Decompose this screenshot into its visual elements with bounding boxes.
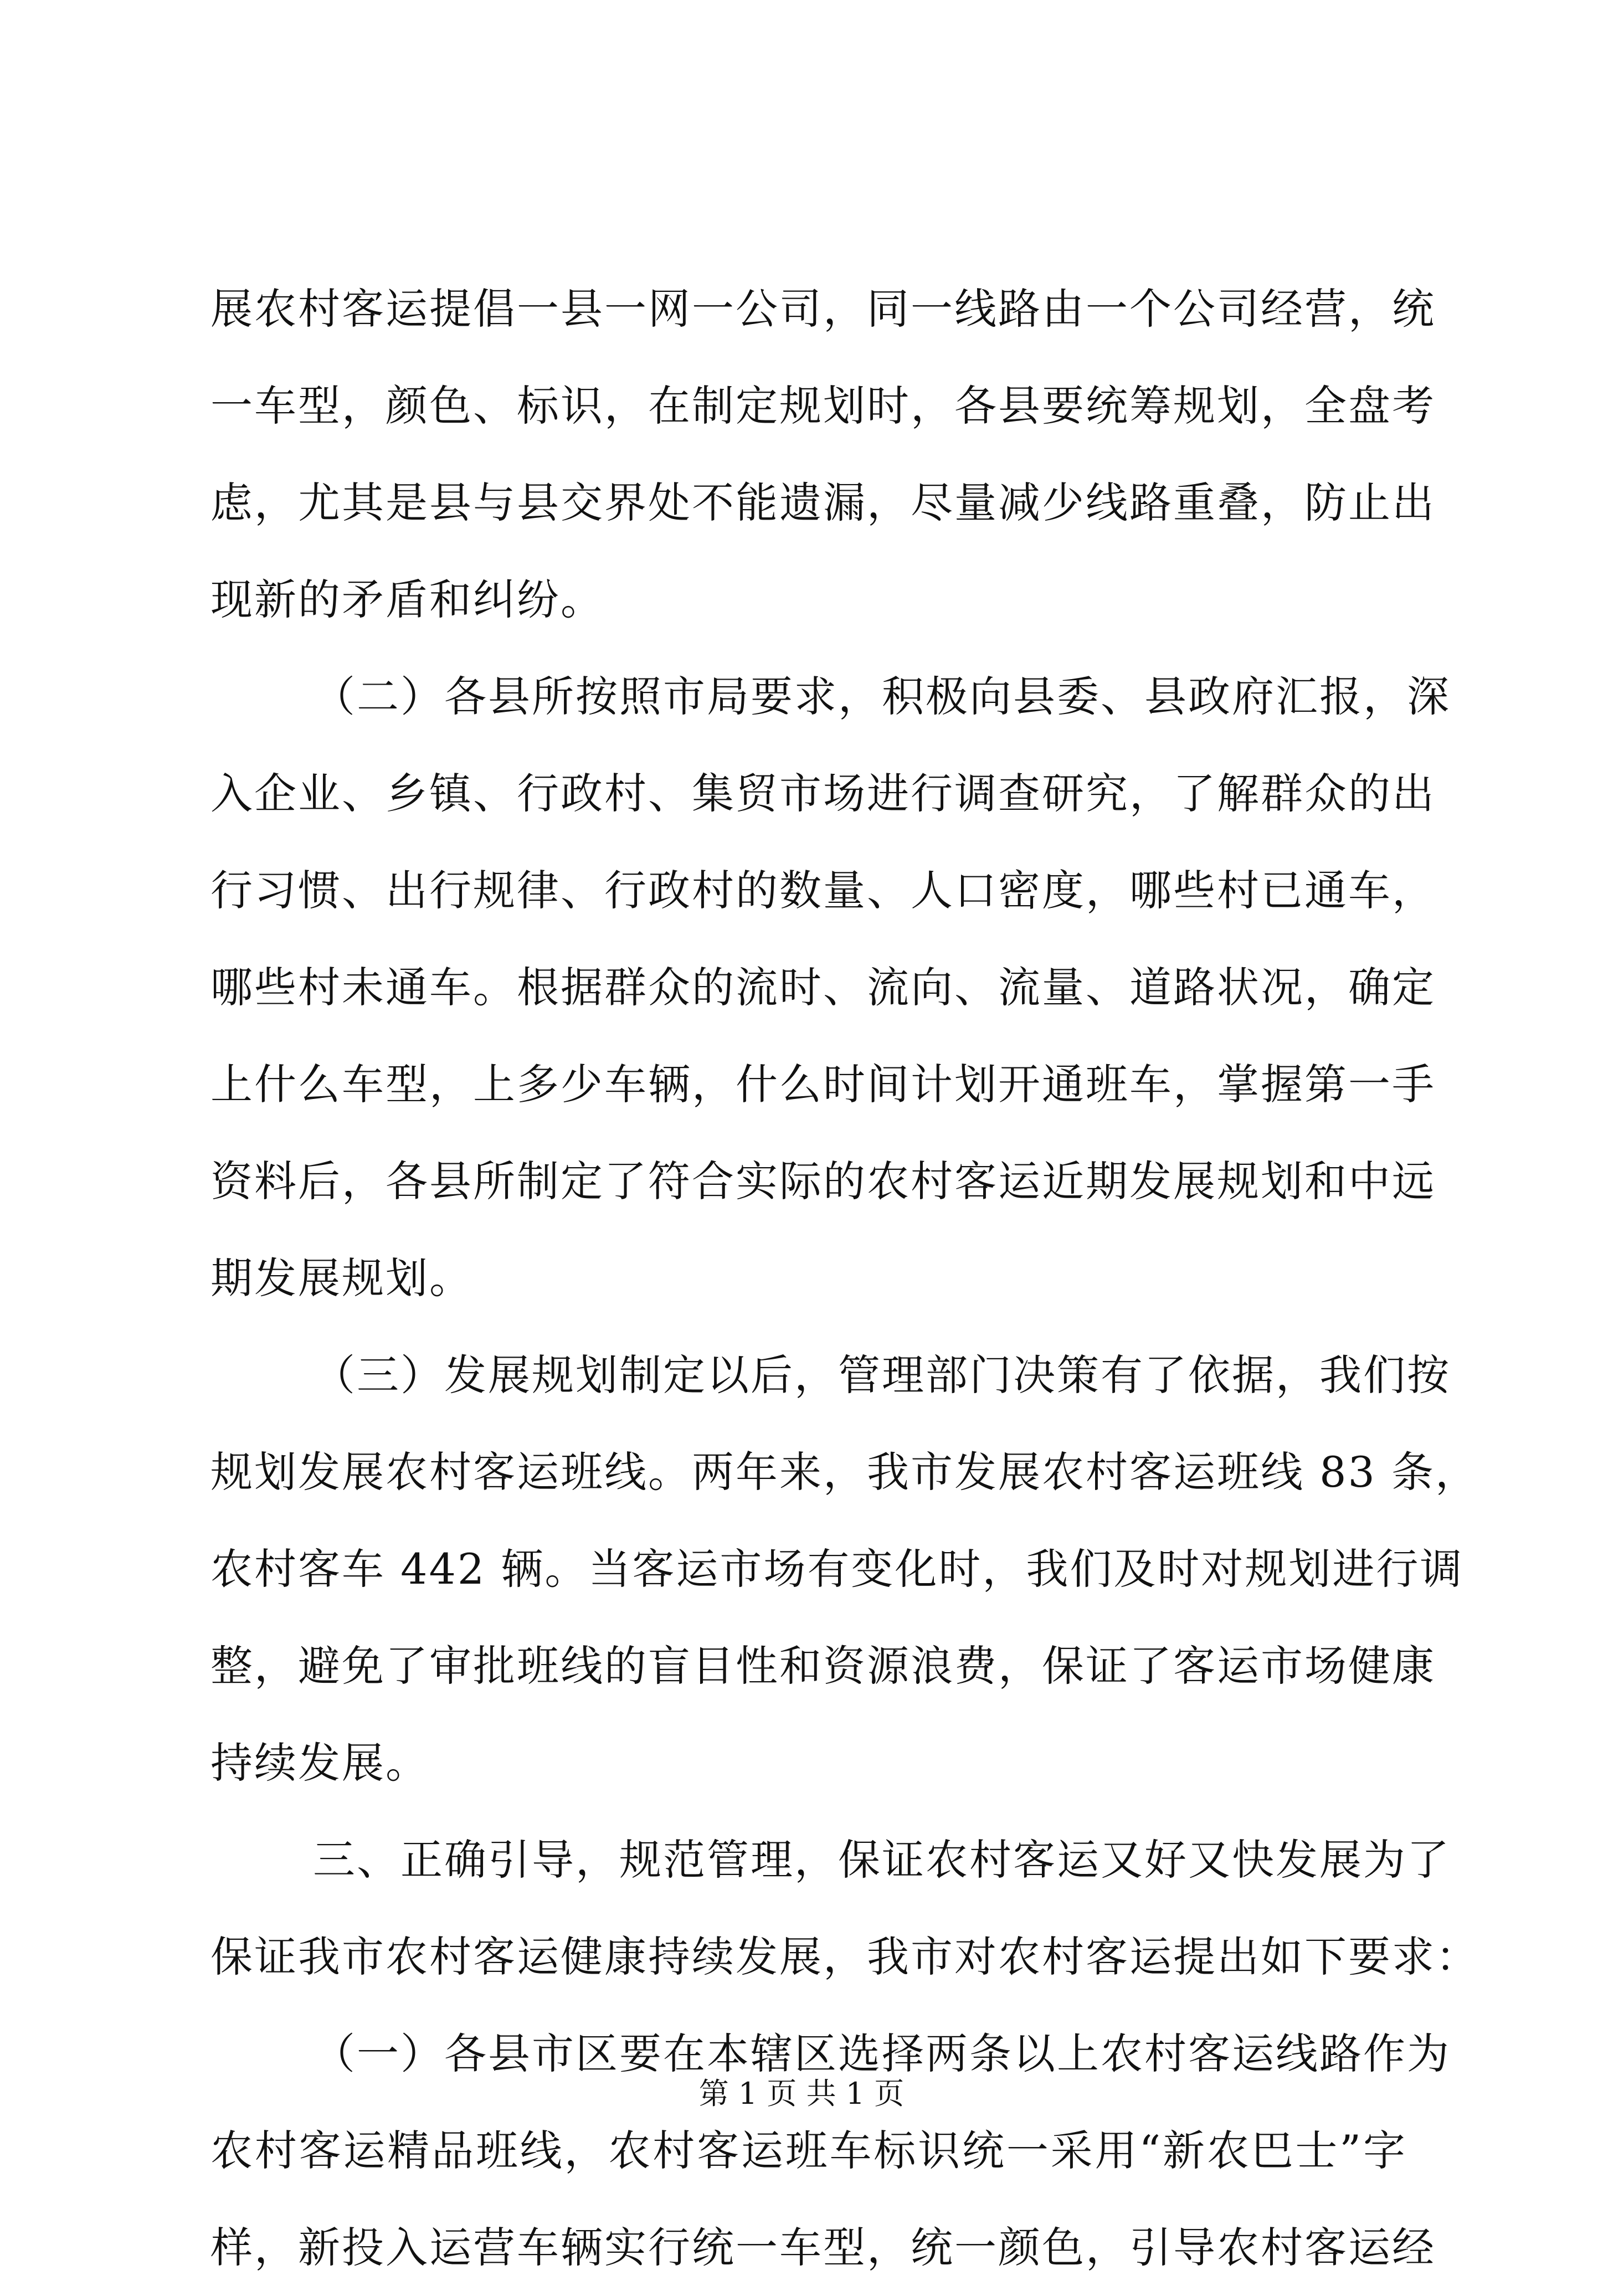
text-line: 持续发展。 [210,1738,429,1788]
text-line: 农村客车 442 辆。当客运市场有变化时，我们及时对规划进行调 [210,1544,1464,1594]
text-line: 行习惯、出行规律、行政村的数量、人口密度，哪些村已通车， [210,866,1436,915]
text-line: 虑，尤其是县与县交界处不能遗漏，尽量减少线路重叠，防止出 [210,478,1436,527]
text-line: 农村客运精品班线，农村客运班车标识统一采用“新农巴士”字 [210,2126,1407,2175]
text-line: 展农村客运提倡一县一网一公司，同一线路由一个公司经营，统 [210,284,1436,333]
text-line: 规划发展农村客运班线。两年来，我市发展农村客运班线 83 条， [210,1447,1479,1497]
text-line: 哪些村未通车。根据群众的流时、流向、流量、道路状况，确定 [210,963,1436,1012]
text-line: 期发展规划。 [210,1254,473,1303]
text-line: 保证我市农村客运健康持续发展，我市对农村客运提出如下要求： [210,1932,1479,1981]
paragraph-start-line: （三）发展规划制定以后，管理部门决策有了依据，我们按 [313,1350,1451,1400]
text-line: 整，避免了审批班线的盲目性和资源浪费，保证了客运市场健康 [210,1641,1436,1691]
page-number-label: 第 1 页 共 1 页 [698,2076,905,2111]
text-line: 上什么车型，上多少车辆，什么时间计划开通班车，掌握第一手 [210,1060,1436,1109]
text-line: 现新的矛盾和纠纷。 [210,575,604,624]
document-body [210,260,1479,2296]
text-line: 样，新投入运营车辆实行统一车型，统一颜色，引导农村客运经 [210,2223,1436,2272]
text-line: 入企业、乡镇、行政村、集贸市场进行调查研究，了解群众的出 [210,769,1436,818]
paragraph-start-line: （二）各县所按照市局要求，积极向县委、县政府汇报，深 [313,672,1451,721]
text-line: 资料后，各县所制定了符合实际的农村客运近期发展规划和中远 [210,1157,1436,1206]
page-footer [0,2072,1603,2116]
paragraph-start-line: （一）各县市区要在本辖区选择两条以上农村客运线路作为 [313,2029,1451,2078]
text-line: 一车型，颜色、标识，在制定规划时，各县要统筹规划，全盘考 [210,381,1436,430]
section-heading-line: 三、正确引导，规范管理，保证农村客运又好又快发展为了 [313,1835,1451,1884]
